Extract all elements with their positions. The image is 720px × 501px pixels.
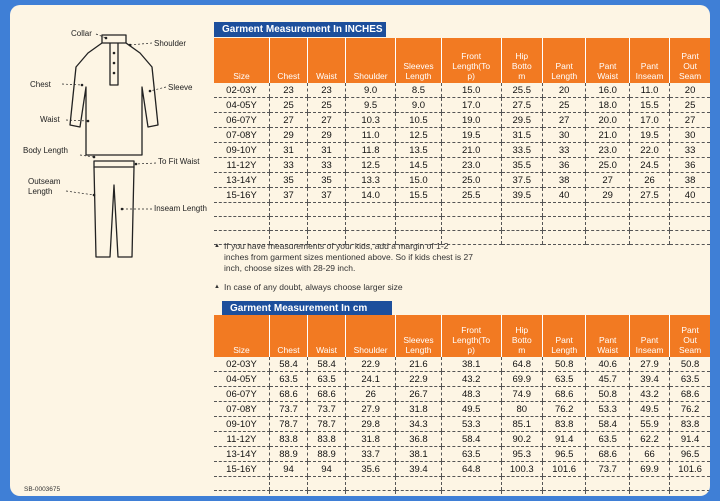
empty-cell <box>269 203 307 217</box>
table-cell: 27.9 <box>629 357 669 372</box>
column-header: Pant Inseam <box>629 38 669 83</box>
table-row <box>214 143 710 158</box>
column-header: Chest <box>269 315 307 357</box>
table-cell: 13-14Y <box>214 173 269 188</box>
table-cell: 25.5 <box>441 188 501 203</box>
table-cell: 58.4 <box>308 357 346 372</box>
table-cell: 13.5 <box>396 143 442 158</box>
table-cell: 48.3 <box>441 387 501 402</box>
table-cell: 85.1 <box>501 417 542 432</box>
table-cell: 27 <box>586 173 630 188</box>
empty-cell <box>670 203 710 217</box>
table-cell: 33 <box>542 143 586 158</box>
empty-cell <box>441 491 501 497</box>
table-cell: 62.2 <box>629 432 669 447</box>
table-row <box>214 357 710 372</box>
column-header: Pant Out Seam <box>670 38 710 83</box>
column-header: Pant Length <box>542 38 586 83</box>
table-cell: 50.8 <box>670 357 710 372</box>
table-cell: 91.4 <box>670 432 710 447</box>
table-row <box>214 83 710 98</box>
empty-cell <box>542 203 586 217</box>
table-cell: 29.8 <box>346 417 396 432</box>
table-cell: 11.0 <box>346 128 396 143</box>
label-sleeve: Sleeve <box>168 83 193 92</box>
empty-cell <box>629 203 669 217</box>
empty-cell <box>346 491 396 497</box>
note-larger-size: ▲ In case of any doubt, always choose larger size <box>214 282 403 292</box>
table-cell: 88.9 <box>269 447 307 462</box>
note-margin: ▲ If you have measurements of your kids, add a margin of 1-2 inches from garment sizes mentioned above. So if kids chest is 27 inch, choose sizes with 28-29 inch. <box>214 241 473 273</box>
table-cell: 58.4 <box>269 357 307 372</box>
table-cell: 68.6 <box>542 387 586 402</box>
empty-cell <box>308 477 346 491</box>
table-cell: 63.5 <box>542 372 586 387</box>
table-cell: 43.2 <box>441 372 501 387</box>
label-collar: Collar <box>71 29 92 38</box>
table-cell: 26.7 <box>396 387 442 402</box>
cm-header-row <box>214 315 710 357</box>
table-cell: 83.8 <box>269 432 307 447</box>
table-row <box>214 128 710 143</box>
table-cell: 9.0 <box>396 98 442 113</box>
empty-cell <box>308 491 346 497</box>
table-cell: 40 <box>542 188 586 203</box>
table-cell: 33.7 <box>346 447 396 462</box>
table-cell: 25.5 <box>501 83 542 98</box>
table-cell: 17.0 <box>441 98 501 113</box>
table-cell: 29 <box>269 128 307 143</box>
table-cell: 38.1 <box>396 447 442 462</box>
empty-cell <box>542 231 586 245</box>
table-cell: 64.8 <box>441 462 501 477</box>
table-cell: 88.9 <box>308 447 346 462</box>
table-cell: 31.8 <box>346 432 396 447</box>
empty-row <box>214 477 710 491</box>
table-row <box>214 173 710 188</box>
label-inseam-length: Inseam Length <box>154 204 207 213</box>
table-cell: 22.9 <box>396 372 442 387</box>
table-cell: 02-03Y <box>214 83 269 98</box>
empty-cell <box>501 491 542 497</box>
table-cell: 16.0 <box>586 83 630 98</box>
inches-measurement-table <box>214 38 710 245</box>
empty-cell <box>629 231 669 245</box>
empty-cell <box>501 477 542 491</box>
table-cell: 31 <box>308 143 346 158</box>
table-cell: 37 <box>308 188 346 203</box>
table-cell: 20 <box>670 83 710 98</box>
table-cell: 27 <box>269 113 307 128</box>
table-row <box>214 432 710 447</box>
table-cell: 31.8 <box>396 402 442 417</box>
table-cell: 09-10Y <box>214 417 269 432</box>
inches-table-body <box>214 83 710 245</box>
table-cell: 24.5 <box>629 158 669 173</box>
inches-table-title: Garment Measurement In INCHES <box>214 22 386 37</box>
table-cell: 23 <box>269 83 307 98</box>
empty-cell <box>542 491 586 497</box>
table-cell: 22.9 <box>346 357 396 372</box>
empty-cell <box>586 217 630 231</box>
column-header: Waist <box>308 38 346 83</box>
table-cell: 94 <box>308 462 346 477</box>
table-cell: 74.9 <box>501 387 542 402</box>
table-cell: 95.3 <box>501 447 542 462</box>
table-row <box>214 98 710 113</box>
table-cell: 07-08Y <box>214 128 269 143</box>
table-cell: 14.0 <box>346 188 396 203</box>
table-cell: 15.5 <box>396 188 442 203</box>
cm-measurement-table <box>214 315 710 496</box>
table-cell: 34.3 <box>396 417 442 432</box>
empty-cell <box>308 217 346 231</box>
table-cell: 14.5 <box>396 158 442 173</box>
table-cell: 15.5 <box>629 98 669 113</box>
empty-cell <box>542 217 586 231</box>
table-row <box>214 113 710 128</box>
table-cell: 33 <box>269 158 307 173</box>
table-cell: 33 <box>308 158 346 173</box>
table-cell: 20 <box>542 83 586 98</box>
table-cell: 35 <box>308 173 346 188</box>
table-cell: 66 <box>629 447 669 462</box>
table-cell: 78.7 <box>269 417 307 432</box>
table-cell: 39.5 <box>501 188 542 203</box>
table-cell: 20.0 <box>586 113 630 128</box>
table-cell: 69.9 <box>501 372 542 387</box>
table-row <box>214 417 710 432</box>
table-cell: 11.8 <box>346 143 396 158</box>
table-cell: 36.8 <box>396 432 442 447</box>
empty-cell <box>214 491 269 497</box>
table-cell: 63.5 <box>586 432 630 447</box>
column-header: Size <box>214 315 269 357</box>
table-cell: 8.5 <box>396 83 442 98</box>
table-cell: 29 <box>308 128 346 143</box>
empty-cell <box>501 217 542 231</box>
table-cell: 26 <box>629 173 669 188</box>
column-header: Sleeves Length <box>396 38 442 83</box>
empty-row <box>214 203 710 217</box>
table-cell: 21.0 <box>586 128 630 143</box>
table-cell: 18.0 <box>586 98 630 113</box>
table-cell: 30 <box>670 128 710 143</box>
table-cell: 22.0 <box>629 143 669 158</box>
column-header: Size <box>214 38 269 83</box>
empty-cell <box>396 217 442 231</box>
table-cell: 40 <box>670 188 710 203</box>
table-cell: 83.8 <box>670 417 710 432</box>
table-cell: 27 <box>308 113 346 128</box>
empty-row <box>214 491 710 497</box>
size-notes <box>214 241 474 293</box>
table-cell: 27.5 <box>501 98 542 113</box>
table-cell: 36 <box>542 158 586 173</box>
table-cell: 19.5 <box>629 128 669 143</box>
table-cell: 73.7 <box>308 402 346 417</box>
table-cell: 55.9 <box>629 417 669 432</box>
table-cell: 53.3 <box>441 417 501 432</box>
label-body-length: Body Length <box>23 146 68 155</box>
table-cell: 36 <box>670 158 710 173</box>
column-header: Pant Length <box>542 315 586 357</box>
label-shoulder: Shoulder <box>154 39 187 48</box>
empty-cell <box>441 477 501 491</box>
table-cell: 11.0 <box>629 83 669 98</box>
table-cell: 58.4 <box>586 417 630 432</box>
column-header: Front Length(To p) <box>441 315 501 357</box>
label-to-fit-waist: To Fit Waist <box>158 157 200 166</box>
table-cell: 27 <box>670 113 710 128</box>
inches-header-row <box>214 38 710 83</box>
empty-cell <box>586 203 630 217</box>
table-cell: 39.4 <box>629 372 669 387</box>
table-cell: 68.6 <box>308 387 346 402</box>
table-cell: 50.8 <box>542 357 586 372</box>
table-cell: 12.5 <box>396 128 442 143</box>
table-cell: 27 <box>542 113 586 128</box>
table-cell: 76.2 <box>542 402 586 417</box>
sku-code: SB-0003675 <box>24 486 61 493</box>
empty-row <box>214 217 710 231</box>
cm-table-body <box>214 357 710 496</box>
column-header: Waist <box>308 315 346 357</box>
table-cell: 68.6 <box>670 387 710 402</box>
table-cell: 101.6 <box>670 462 710 477</box>
empty-cell <box>586 491 630 497</box>
empty-cell <box>542 477 586 491</box>
empty-cell <box>346 217 396 231</box>
table-cell: 38 <box>542 173 586 188</box>
empty-cell <box>670 491 710 497</box>
table-cell: 96.5 <box>670 447 710 462</box>
column-header: Pant Waist <box>586 38 630 83</box>
table-cell: 23 <box>308 83 346 98</box>
table-cell: 21.6 <box>396 357 442 372</box>
table-cell: 15-16Y <box>214 462 269 477</box>
label-outseam-length: Length <box>28 187 53 196</box>
empty-cell <box>629 217 669 231</box>
empty-cell <box>629 491 669 497</box>
table-cell: 25 <box>269 98 307 113</box>
cm-table-title: Garment Measurement In cm <box>222 301 392 316</box>
column-header: Pant Inseam <box>629 315 669 357</box>
table-cell: 63.5 <box>441 447 501 462</box>
table-cell: 25 <box>308 98 346 113</box>
table-cell: 07-08Y <box>214 402 269 417</box>
table-cell: 27.9 <box>346 402 396 417</box>
empty-cell <box>501 203 542 217</box>
label-outseam: Outseam <box>28 177 61 186</box>
table-cell: 33.5 <box>501 143 542 158</box>
table-row <box>214 188 710 203</box>
empty-cell <box>214 477 269 491</box>
table-cell: 9.0 <box>346 83 396 98</box>
garment-diagram <box>10 5 225 265</box>
empty-cell <box>501 231 542 245</box>
table-cell: 63.5 <box>269 372 307 387</box>
table-cell: 10.3 <box>346 113 396 128</box>
table-cell: 73.7 <box>269 402 307 417</box>
table-cell: 31 <box>269 143 307 158</box>
table-cell: 68.6 <box>269 387 307 402</box>
table-cell: 37.5 <box>501 173 542 188</box>
table-cell: 19.5 <box>441 128 501 143</box>
table-cell: 13.3 <box>346 173 396 188</box>
column-header: Shoulder <box>346 315 396 357</box>
table-cell: 15-16Y <box>214 188 269 203</box>
table-cell: 13-14Y <box>214 447 269 462</box>
table-row <box>214 447 710 462</box>
table-cell: 58.4 <box>441 432 501 447</box>
table-cell: 12.5 <box>346 158 396 173</box>
table-row <box>214 402 710 417</box>
table-row <box>214 158 710 173</box>
table-cell: 63.5 <box>308 372 346 387</box>
table-cell: 17.0 <box>629 113 669 128</box>
table-cell: 04-05Y <box>214 372 269 387</box>
table-cell: 31.5 <box>501 128 542 143</box>
table-cell: 33 <box>670 143 710 158</box>
table-cell: 09-10Y <box>214 143 269 158</box>
table-cell: 04-05Y <box>214 98 269 113</box>
empty-cell <box>269 217 307 231</box>
table-cell: 25 <box>542 98 586 113</box>
empty-cell <box>214 203 269 217</box>
table-cell: 06-07Y <box>214 113 269 128</box>
empty-cell <box>396 477 442 491</box>
table-cell: 49.5 <box>441 402 501 417</box>
table-cell: 15.0 <box>396 173 442 188</box>
table-row <box>214 372 710 387</box>
empty-cell <box>396 491 442 497</box>
table-cell: 26 <box>346 387 396 402</box>
empty-cell <box>441 203 501 217</box>
empty-cell <box>308 203 346 217</box>
column-header: Pant Waist <box>586 315 630 357</box>
empty-cell <box>441 217 501 231</box>
table-cell: 83.8 <box>308 432 346 447</box>
empty-cell <box>346 477 396 491</box>
table-cell: 24.1 <box>346 372 396 387</box>
table-cell: 35 <box>269 173 307 188</box>
empty-cell <box>346 203 396 217</box>
table-cell: 45.7 <box>586 372 630 387</box>
table-cell: 63.5 <box>670 372 710 387</box>
empty-cell <box>629 477 669 491</box>
column-header: Pant Out Seam <box>670 315 710 357</box>
table-row <box>214 462 710 477</box>
table-cell: 100.3 <box>501 462 542 477</box>
table-cell: 27.5 <box>629 188 669 203</box>
empty-cell <box>269 477 307 491</box>
bullet-icon: ▲ <box>214 284 220 290</box>
table-cell: 78.7 <box>308 417 346 432</box>
table-cell: 23.0 <box>441 158 501 173</box>
empty-cell <box>670 477 710 491</box>
empty-cell <box>670 217 710 231</box>
table-cell: 38 <box>670 173 710 188</box>
table-cell: 73.7 <box>586 462 630 477</box>
table-cell: 37 <box>269 188 307 203</box>
table-cell: 49.5 <box>629 402 669 417</box>
size-chart-sheet <box>10 5 710 496</box>
empty-cell <box>269 491 307 497</box>
table-cell: 25.0 <box>441 173 501 188</box>
column-header: Front Length(To p) <box>441 38 501 83</box>
column-header: Hip Botto m <box>501 38 542 83</box>
empty-cell <box>670 231 710 245</box>
table-cell: 25.0 <box>586 158 630 173</box>
table-cell: 23.0 <box>586 143 630 158</box>
table-cell: 29 <box>586 188 630 203</box>
table-cell: 80 <box>501 402 542 417</box>
empty-cell <box>586 477 630 491</box>
table-cell: 19.0 <box>441 113 501 128</box>
label-chest: Chest <box>30 80 51 89</box>
table-cell: 94 <box>269 462 307 477</box>
table-cell: 15.0 <box>441 83 501 98</box>
table-cell: 83.8 <box>542 417 586 432</box>
empty-cell <box>396 203 442 217</box>
table-cell: 39.4 <box>396 462 442 477</box>
table-cell: 25 <box>670 98 710 113</box>
table-cell: 10.5 <box>396 113 442 128</box>
bullet-icon: ▲ <box>214 243 220 249</box>
table-cell: 11-12Y <box>214 158 269 173</box>
column-header: Shoulder <box>346 38 396 83</box>
table-cell: 50.8 <box>586 387 630 402</box>
table-cell: 76.2 <box>670 402 710 417</box>
table-cell: 91.4 <box>542 432 586 447</box>
table-cell: 35.6 <box>346 462 396 477</box>
kurta-pajama-illustration <box>10 5 225 265</box>
column-header: Sleeves Length <box>396 315 442 357</box>
table-cell: 06-07Y <box>214 387 269 402</box>
table-cell: 30 <box>542 128 586 143</box>
table-row <box>214 387 710 402</box>
table-cell: 38.1 <box>441 357 501 372</box>
empty-cell <box>586 231 630 245</box>
table-cell: 29.5 <box>501 113 542 128</box>
empty-cell <box>214 217 269 231</box>
table-cell: 35.5 <box>501 158 542 173</box>
table-cell: 69.9 <box>629 462 669 477</box>
table-cell: 11-12Y <box>214 432 269 447</box>
column-header: Hip Botto m <box>501 315 542 357</box>
table-cell: 43.2 <box>629 387 669 402</box>
table-cell: 21.0 <box>441 143 501 158</box>
table-cell: 96.5 <box>542 447 586 462</box>
table-cell: 9.5 <box>346 98 396 113</box>
label-waist: Waist <box>40 115 60 124</box>
table-cell: 90.2 <box>501 432 542 447</box>
table-cell: 64.8 <box>501 357 542 372</box>
table-cell: 40.6 <box>586 357 630 372</box>
column-header: Chest <box>269 38 307 83</box>
table-cell: 101.6 <box>542 462 586 477</box>
table-cell: 53.3 <box>586 402 630 417</box>
table-cell: 02-03Y <box>214 357 269 372</box>
table-cell: 68.6 <box>586 447 630 462</box>
